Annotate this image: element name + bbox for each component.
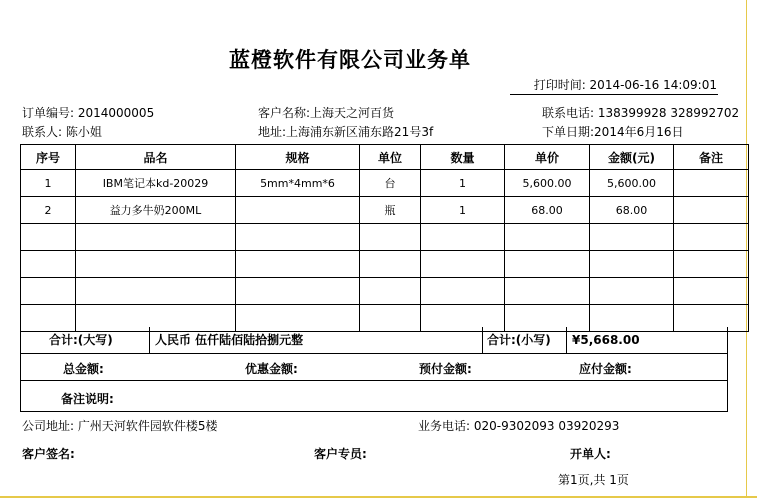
- notes-label: 备注说明:: [61, 392, 114, 406]
- customer-name: 客户名称:上海天之河百货: [258, 106, 395, 120]
- col-header-spec: 规格: [236, 145, 360, 170]
- cell-unit: 台: [360, 170, 421, 197]
- table-row: [21, 170, 749, 197]
- cell-quantity: 1: [421, 170, 505, 197]
- col-header-remarks: 备注: [674, 145, 749, 170]
- company-address: 公司地址: 广州天河软件园软件楼5楼: [22, 419, 218, 433]
- business-phone: 业务电话: 020-9302093 03920293: [418, 419, 620, 433]
- table-row: [21, 197, 749, 224]
- issuer-label: 开单人:: [570, 447, 611, 461]
- customer-rep-label: 客户专员:: [314, 447, 367, 461]
- totals-row: [20, 354, 728, 380]
- empty-row: [21, 224, 749, 251]
- cell-spec: [236, 197, 360, 224]
- cell-amount: 5,600.00: [590, 170, 674, 197]
- total-caps-value: 人民币 伍仟陆佰陆拾捌元整: [155, 333, 304, 347]
- cell-remarks: [674, 197, 749, 224]
- cell-product: 益力多牛奶200ML: [76, 197, 236, 224]
- cell-spec: 5mm*4mm*6: [236, 170, 360, 197]
- col-header-no: 序号: [21, 145, 76, 170]
- document-title: 蓝橙软件有限公司业务单: [229, 48, 471, 72]
- col-header-quantity: 数量: [421, 145, 505, 170]
- order-number: 订单编号: 2014000005: [22, 106, 155, 120]
- cell-no: 1: [21, 170, 76, 197]
- contact-phone: 联系电话: 138399928 328992702: [542, 106, 740, 120]
- empty-row: [21, 251, 749, 278]
- cell-no: 2: [21, 197, 76, 224]
- total-small-label: 合计:(小写): [487, 333, 551, 347]
- prepaid-label: 预付金额:: [419, 362, 472, 376]
- page-info: 第1页,共 1页: [558, 473, 629, 487]
- cell-unit-price: 68.00: [505, 197, 590, 224]
- col-header-unit: 单位: [360, 145, 421, 170]
- cell-unit: 瓶: [360, 197, 421, 224]
- notes-row: [20, 380, 728, 412]
- cell-product: IBM笔记本kd-20029: [76, 170, 236, 197]
- empty-row: [21, 278, 749, 305]
- col-header-amount: 金额(元): [590, 145, 674, 170]
- divider: [566, 327, 567, 353]
- contact-person: 联系人: 陈小姐: [22, 125, 102, 139]
- print-time-underline: [510, 94, 718, 95]
- payable-label: 应付金额:: [579, 362, 632, 376]
- divider: [149, 327, 150, 353]
- customer-signature-label: 客户签名:: [22, 447, 75, 461]
- cell-amount: 68.00: [590, 197, 674, 224]
- cell-quantity: 1: [421, 197, 505, 224]
- total-amount-label: 总金额:: [63, 362, 104, 376]
- discount-label: 优惠金额:: [245, 362, 298, 376]
- divider: [482, 327, 483, 353]
- cell-remarks: [674, 170, 749, 197]
- total-caps-label: 合计:(大写): [49, 333, 113, 347]
- order-date: 下单日期:2014年6月16日: [542, 125, 684, 139]
- col-header-unit-price: 单价: [505, 145, 590, 170]
- print-time: 打印时间: 2014-06-16 14:09:01: [533, 78, 717, 92]
- order-items-table: [20, 144, 749, 332]
- cell-unit-price: 5,600.00: [505, 170, 590, 197]
- customer-address: 地址:上海浦东新区浦东路21号3f: [258, 125, 434, 139]
- col-header-product: 品名: [76, 145, 236, 170]
- total-small-value: ¥5,668.00: [572, 333, 640, 347]
- summary-row: [20, 327, 728, 354]
- table-header-row: [21, 145, 749, 170]
